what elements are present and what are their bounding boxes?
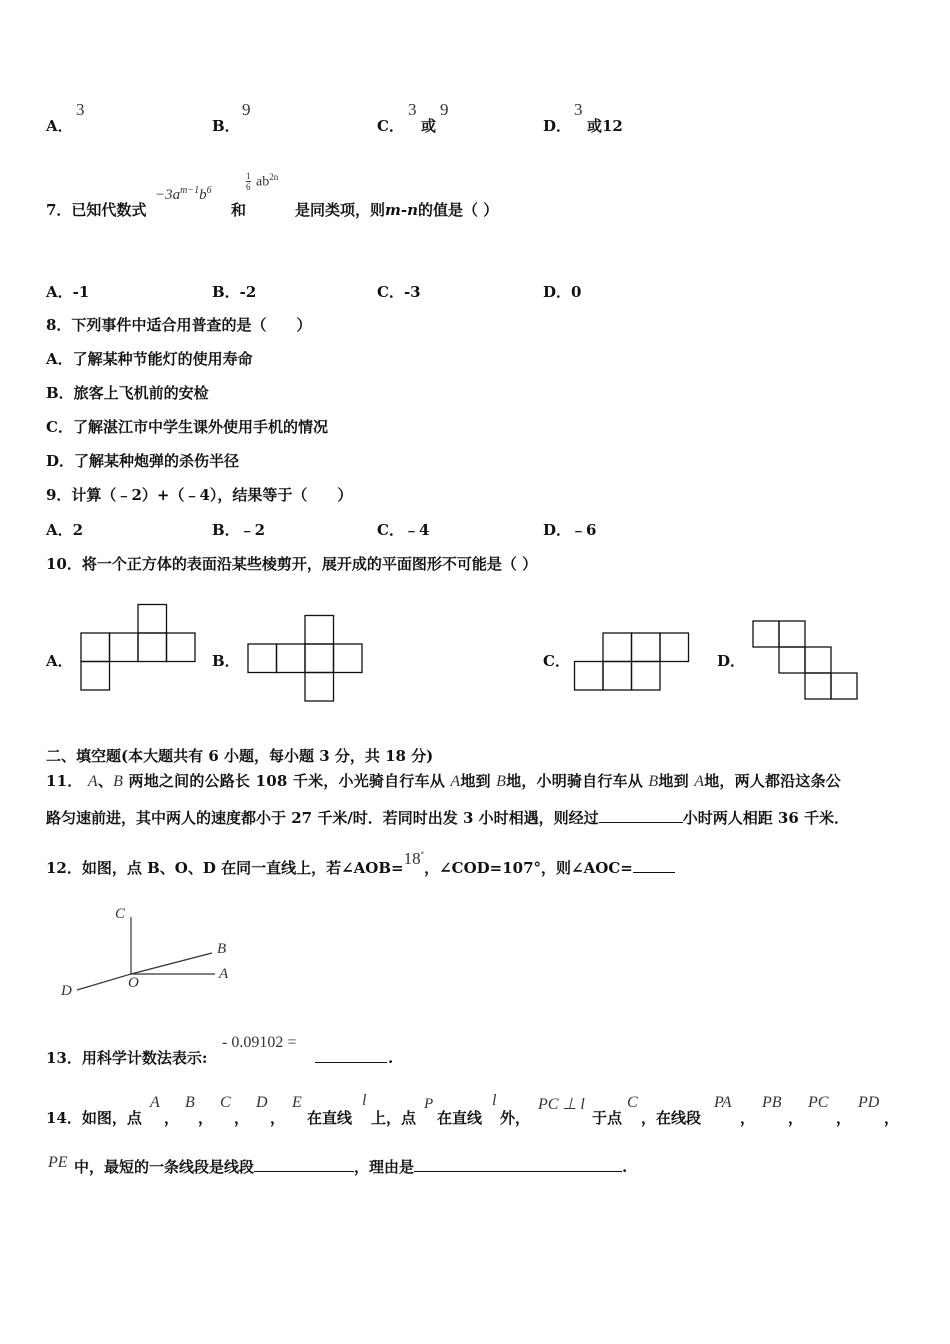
q6-option-a-label: A．	[46, 117, 73, 135]
q6-option-d-suffix: 或12	[587, 117, 623, 135]
q6-option-b-label: B．	[212, 117, 240, 135]
q14-outside: 外，	[500, 1109, 531, 1127]
q10-label-b: B．	[212, 652, 240, 670]
q7-expr2: $ab^{2n}$	[256, 172, 279, 190]
q6-option-c-connector: 或	[421, 117, 437, 135]
q14-seg-pb: PB	[762, 1094, 782, 1111]
ray-ob	[131, 953, 212, 974]
q14-seg-pd: PD	[858, 1094, 880, 1111]
q14-point-c: C	[220, 1094, 231, 1111]
q7-connector: 和	[231, 201, 247, 219]
q14-on-line: 在直线	[307, 1109, 353, 1127]
q8-option-c: C．了解湛江市中学生课外使用手机的情况	[46, 418, 328, 436]
q6-option-c-math2: 9	[440, 100, 449, 119]
q14-start: 14．如图，点	[46, 1109, 142, 1127]
q7-expr1: $-3a^{m-1}b^6$	[155, 185, 212, 203]
q9-stem: 9．计算（﹣2）+（﹣4），结果等于（ ）	[46, 486, 353, 504]
fig-label-c: C	[115, 906, 126, 922]
q14-segment-blank[interactable]	[254, 1157, 354, 1172]
q14-point-p: P	[424, 1096, 434, 1112]
q14-on-line-2: 在直线	[437, 1109, 483, 1127]
q6-option-c-math: 3	[408, 100, 417, 119]
q14-perp: PC ⊥ l	[538, 1096, 585, 1113]
q14-comma-4: ，	[270, 1109, 286, 1127]
q10-label-d: D．	[717, 652, 746, 670]
q14-line-2: 中，最短的一条线段是线段 ，理由是 .	[74, 1158, 628, 1176]
q11-line-2: 路匀速前进，其中两人的速度都小于 27 千米/时．若同时出发 3 小时相遇，则经过 小时两人相距 36 千米．	[46, 809, 850, 827]
q6-option-b-math: 9	[242, 100, 251, 119]
q7-suffix: 是同类项，则m-n的值是（ ）	[295, 201, 499, 219]
q7-prefix: 7．已知代数式	[46, 201, 147, 219]
q14-line-l: l	[362, 1092, 367, 1109]
q14-point-d: D	[256, 1094, 268, 1111]
q14-comma-5: ，	[740, 1109, 756, 1127]
q13-math: - 0.09102 =	[222, 1034, 297, 1051]
q8-option-d: D．了解某种炮弹的杀伤半径	[46, 452, 240, 470]
q14-point-c-foot: C	[627, 1094, 638, 1111]
q7-expr2-fraction: 1 6	[246, 171, 251, 192]
q14-point-a: A	[150, 1094, 160, 1111]
q8-stem: 8．下列事件中适合用普查的是（ ）	[46, 316, 312, 334]
q14-line-l-2: l	[492, 1092, 497, 1109]
q14-comma-6: ，	[788, 1109, 804, 1127]
q13-tail: .	[388, 1049, 394, 1067]
q14-above: 上，点	[371, 1109, 417, 1127]
q6-option-a-math: 3	[76, 100, 85, 119]
q13-answer-blank[interactable]	[315, 1048, 387, 1063]
q14-comma-2: ，	[198, 1109, 214, 1127]
q14-comma-1: ，	[164, 1109, 180, 1127]
q7-option-b: B．-2	[212, 283, 257, 301]
q14-point-b: B	[185, 1094, 195, 1111]
q14-reason-blank[interactable]	[414, 1157, 622, 1172]
q13-text: 13．用科学计数法表示:	[46, 1049, 208, 1067]
fig-label-d: D	[61, 983, 72, 999]
q12-stem: 12．如图，点 B、O、D 在同一直线上，若∠AOB=18°，∠COD=107°，则∠AOC=	[46, 855, 675, 878]
fig-label-a: A	[219, 966, 229, 982]
q9-option-a: A．2	[46, 521, 84, 539]
section-2-title: 二、填空题(本大题共有 6 小题，每小题 3 分，共 18 分)	[46, 747, 434, 765]
q14-comma-7: ，	[836, 1109, 852, 1127]
q7-option-d: D．0	[543, 283, 582, 301]
q14-seg-pc: PC	[808, 1094, 829, 1111]
q11-line-1: 11． A、B 两地之间的公路长 108 千米，小光骑自行车从 A地到 B地，小明骑自行车从 B地到 A地，两人都沿这条公	[46, 772, 842, 790]
q7-option-c: C．-3	[377, 283, 421, 301]
q14-point-e: E	[292, 1094, 302, 1111]
q7-option-a: A．-1	[46, 283, 90, 301]
q8-option-a: A．了解某种节能灯的使用寿命	[46, 350, 253, 368]
q9-option-c: C．﹣4	[377, 521, 430, 539]
ray-od	[77, 974, 131, 990]
q10-label-a: A．	[46, 652, 73, 670]
q6-option-c-label: C．	[377, 117, 404, 135]
q10-label-c: C．	[543, 652, 570, 670]
q10-stem: 10．将一个正方体的表面沿某些棱剪开，展开成的平面图形不可能是（ ）	[46, 555, 538, 573]
q8-option-b: B．旅客上飞机前的安检	[46, 384, 209, 402]
q9-option-d: D．﹣6	[543, 521, 597, 539]
q14-seg-pa: PA	[714, 1094, 732, 1111]
q14-in-segment: ，在线段	[641, 1109, 702, 1127]
q9-option-b: B．﹣2	[212, 521, 266, 539]
q14-seg-pe: PE	[48, 1154, 68, 1171]
q6-option-d-math: 3	[574, 100, 583, 119]
fig-label-b: B	[217, 941, 227, 957]
q6-option-d-label: D．	[543, 117, 572, 135]
q14-comma-3: ，	[234, 1109, 250, 1127]
q14-comma-8: ，	[884, 1109, 900, 1127]
fig-label-o: O	[128, 975, 139, 991]
q14-foot: 于点	[592, 1109, 623, 1127]
